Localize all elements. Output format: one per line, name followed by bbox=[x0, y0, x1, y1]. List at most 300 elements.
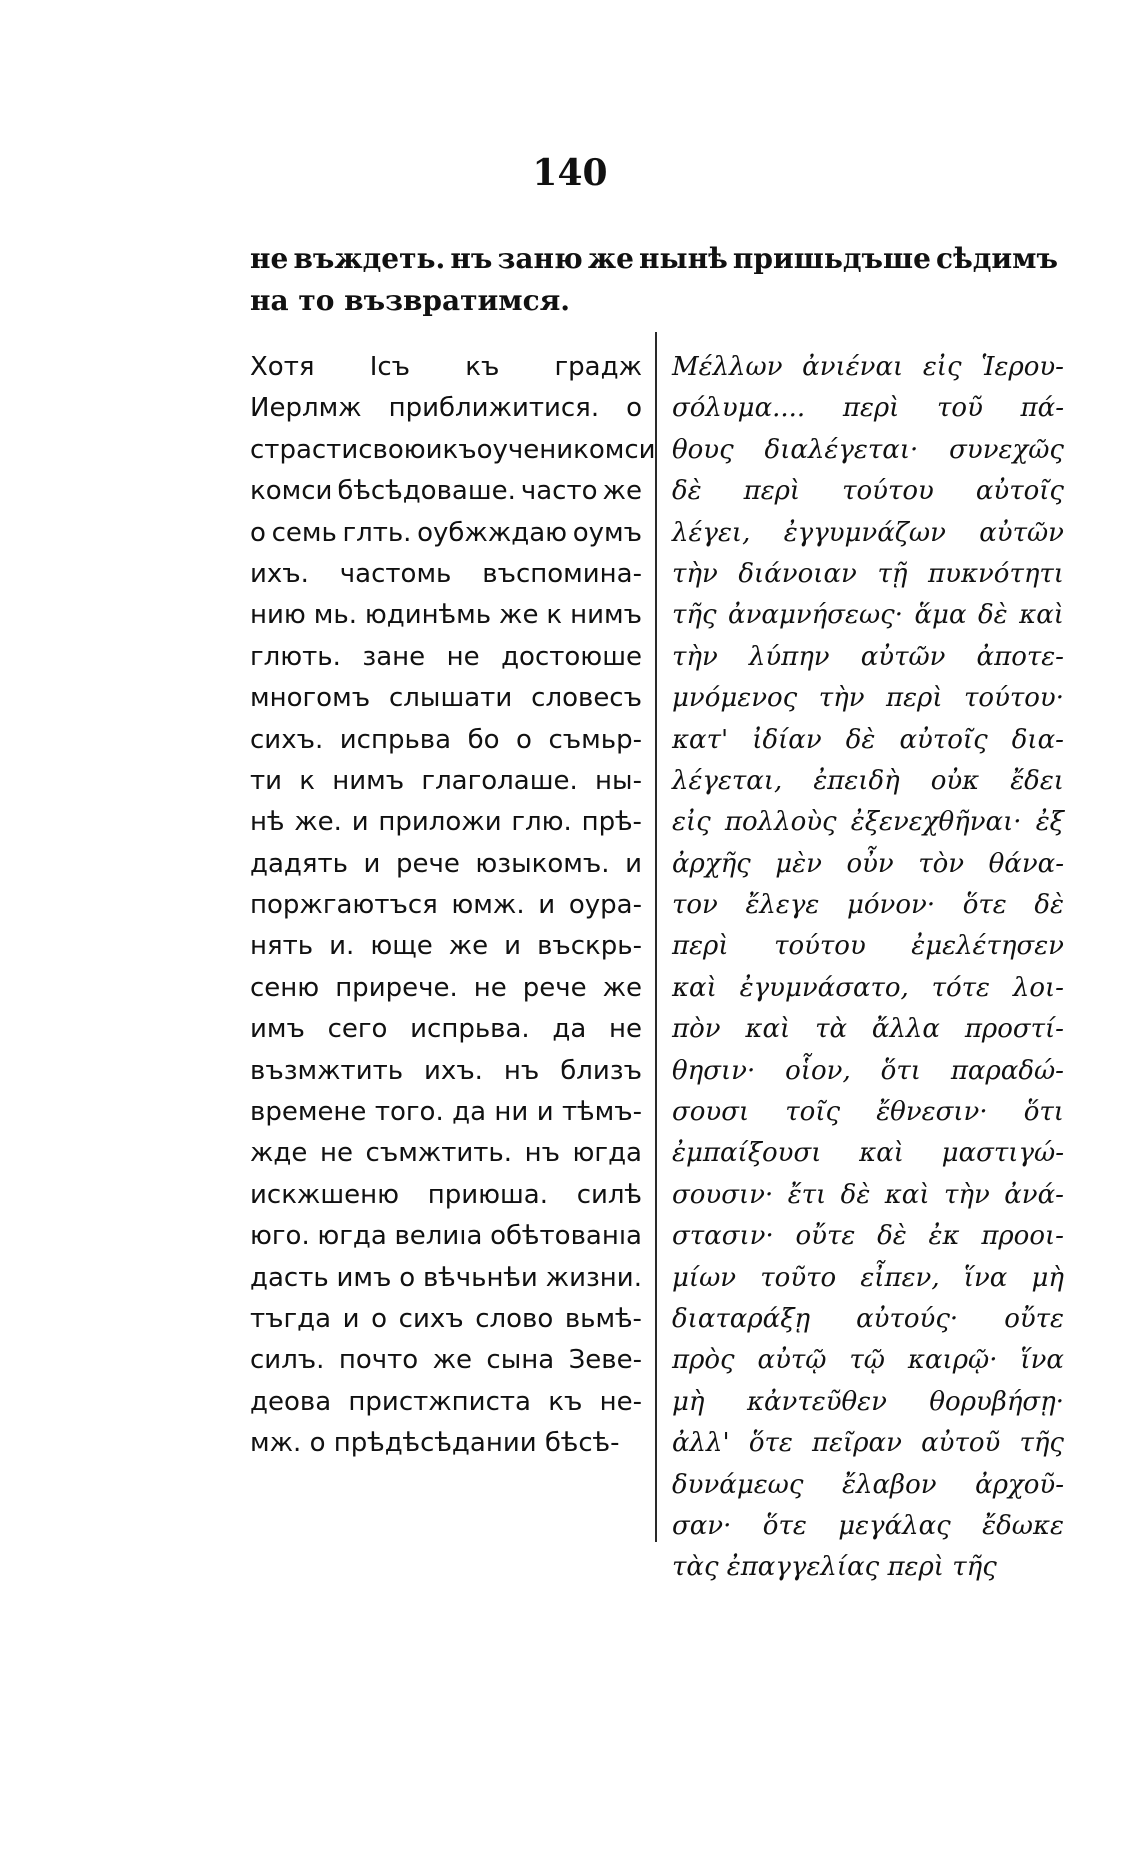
slavonic-text-line bbox=[250, 637, 642, 678]
word: τὸν bbox=[918, 848, 965, 879]
word: сихъ. bbox=[250, 724, 324, 755]
word: τοῦ bbox=[937, 393, 983, 424]
word: того. bbox=[374, 1097, 444, 1128]
word: градж bbox=[554, 352, 642, 382]
greek-text-line bbox=[672, 513, 1064, 554]
word: словесъ bbox=[531, 683, 642, 714]
word: къ bbox=[548, 1386, 583, 1417]
greek-text-line bbox=[672, 1340, 1064, 1381]
word: приближитися. bbox=[388, 393, 600, 424]
greek-text-line bbox=[672, 554, 1064, 595]
word: εἶπεν, bbox=[860, 1262, 940, 1293]
word: κἀντεῦθεν bbox=[746, 1386, 887, 1417]
word: силъ. bbox=[250, 1345, 325, 1376]
word: не bbox=[446, 641, 480, 672]
word: ἔδωκε bbox=[982, 1510, 1064, 1541]
slavonic-text-line bbox=[250, 885, 642, 926]
word: о bbox=[371, 1303, 388, 1334]
word: εἰς bbox=[922, 352, 962, 382]
word: δια- bbox=[1011, 724, 1064, 755]
greek-text-line bbox=[672, 802, 1064, 843]
slavonic-text-line bbox=[250, 388, 642, 429]
word: достоюше bbox=[501, 641, 642, 672]
slavonic-text-line bbox=[250, 1258, 642, 1299]
word: ὅτι bbox=[880, 1055, 921, 1086]
slavonic-text-line bbox=[250, 844, 642, 885]
greek-text-line bbox=[672, 1382, 1064, 1423]
word: глють. bbox=[250, 641, 341, 672]
word: испрьва. bbox=[410, 1014, 530, 1045]
slavonic-text-line bbox=[250, 1092, 642, 1133]
word: да bbox=[552, 1014, 587, 1045]
word: μὴ bbox=[1031, 1262, 1064, 1293]
slavonic-text-line bbox=[250, 595, 642, 636]
word: περὶ bbox=[672, 931, 729, 962]
word: λέγει, bbox=[672, 517, 751, 548]
word: вьмѣ- bbox=[564, 1303, 642, 1334]
word: Зеве- bbox=[568, 1345, 642, 1376]
greek-text-line bbox=[672, 430, 1064, 471]
word: оура- bbox=[568, 890, 642, 921]
word: приложи bbox=[378, 807, 502, 838]
word: поржгаютъся bbox=[250, 890, 438, 921]
word: же. bbox=[294, 807, 342, 838]
word: же bbox=[448, 931, 489, 962]
slavonic-text-line bbox=[250, 761, 642, 802]
word: юго. bbox=[250, 1221, 310, 1252]
word: αὐτοῦ bbox=[921, 1428, 1001, 1459]
word: оубжждаю bbox=[417, 517, 568, 548]
word: ἐμπαίξουσι bbox=[672, 1138, 822, 1169]
word: ἀποτε- bbox=[976, 641, 1064, 672]
word: пристжписта bbox=[348, 1386, 531, 1417]
word: καὶ bbox=[859, 1138, 904, 1169]
word: глаголаше. bbox=[421, 765, 578, 796]
word: δὲ bbox=[877, 1221, 907, 1252]
word: заню bbox=[497, 242, 583, 275]
greek-text-line bbox=[672, 844, 1064, 885]
word: Ісъ bbox=[369, 352, 411, 382]
word: и. bbox=[329, 931, 355, 962]
word: дасть bbox=[250, 1262, 329, 1293]
greek-text-line bbox=[672, 471, 1064, 512]
word: искжшеню bbox=[250, 1179, 399, 1210]
word: Хотя bbox=[250, 352, 315, 382]
word: о bbox=[626, 393, 642, 424]
slavonic-text-line: мж. о прѣдѣсѣдании бѣсѣ- bbox=[250, 1428, 620, 1459]
word: πολλοὺς bbox=[724, 807, 837, 838]
word: μαστιγώ- bbox=[941, 1138, 1064, 1169]
word: югда bbox=[572, 1138, 642, 1169]
word: въспомина- bbox=[482, 558, 642, 589]
word: καὶ bbox=[672, 972, 717, 1003]
word: ἀλλ' bbox=[672, 1428, 730, 1459]
word: διαταράξῃ bbox=[672, 1303, 811, 1334]
word: же bbox=[602, 476, 642, 507]
greek-text-line bbox=[672, 678, 1064, 719]
word: τούτου bbox=[842, 476, 934, 507]
word: ἐμελέτησεν bbox=[911, 931, 1064, 962]
greek-column bbox=[672, 347, 1064, 1589]
word: μὲν bbox=[775, 848, 822, 879]
word: мь. bbox=[313, 600, 357, 631]
word: καὶ bbox=[884, 1179, 930, 1210]
word: комси bbox=[250, 476, 333, 507]
slavonic-text-line bbox=[250, 802, 642, 843]
word: τούτου· bbox=[964, 683, 1064, 714]
greek-text-line bbox=[672, 1258, 1064, 1299]
greek-text-line bbox=[672, 1175, 1064, 1216]
word: глю. bbox=[511, 807, 572, 838]
word: да bbox=[452, 1097, 487, 1128]
word: σουσιν· bbox=[672, 1179, 774, 1210]
word: ны- bbox=[595, 765, 642, 796]
greek-text-line bbox=[672, 926, 1064, 967]
greek-text-line bbox=[672, 595, 1064, 636]
word: οὐκ bbox=[930, 765, 980, 796]
word: приюша. bbox=[427, 1179, 548, 1210]
word: τότε bbox=[931, 972, 991, 1003]
word: πυκνότητι bbox=[928, 558, 1064, 589]
word: συνεχῶς bbox=[949, 434, 1064, 465]
word: τὴν bbox=[672, 558, 718, 589]
word: καιρῷ· bbox=[907, 1345, 998, 1376]
word: οὖν bbox=[846, 848, 894, 879]
word: и bbox=[536, 1097, 554, 1128]
word: нъ bbox=[503, 1055, 540, 1086]
word: тъгда bbox=[250, 1303, 332, 1334]
word: о bbox=[250, 517, 266, 548]
word: испрьва bbox=[339, 724, 452, 755]
word: τὴν bbox=[672, 641, 718, 672]
word: ἐπειδὴ bbox=[813, 765, 900, 796]
word: δὲ bbox=[845, 724, 876, 755]
word: слышати bbox=[389, 683, 513, 714]
intro-paragraph bbox=[250, 238, 1058, 322]
word: πρὸς bbox=[672, 1345, 735, 1376]
greek-text-line: τὰς ἐπαγγελίας περὶ τῆς bbox=[672, 1552, 997, 1583]
slavonic-text-line bbox=[250, 1051, 642, 1092]
word: ἀνιέναι bbox=[802, 352, 904, 382]
word: ὅτε bbox=[962, 890, 1007, 921]
word: семь bbox=[271, 517, 337, 548]
word: ἄλλα bbox=[871, 1014, 940, 1045]
greek-text-line bbox=[672, 1423, 1064, 1464]
word: о bbox=[399, 1262, 416, 1293]
greek-text-line bbox=[672, 1506, 1064, 1547]
word: обѣтованıа bbox=[490, 1221, 642, 1252]
word: αὐτῶν bbox=[979, 517, 1064, 548]
word: τούτου bbox=[774, 931, 866, 962]
word: διάνοιαν bbox=[738, 558, 857, 589]
word: нъ bbox=[450, 242, 493, 275]
word: πεῖραν bbox=[812, 1428, 902, 1459]
word: ἐγυμνάσατο, bbox=[739, 972, 909, 1003]
word: δὲ bbox=[672, 476, 702, 507]
word: αὐτοῖς bbox=[899, 724, 988, 755]
word: μὴ bbox=[672, 1386, 705, 1417]
word: περὶ bbox=[842, 393, 900, 424]
word: дадять bbox=[250, 848, 348, 879]
word: зане bbox=[362, 641, 426, 672]
greek-text-line bbox=[672, 1051, 1064, 1092]
word: περὶ bbox=[743, 476, 801, 507]
word: Μέλλων bbox=[672, 352, 783, 382]
word: ὅτε bbox=[762, 1510, 807, 1541]
greek-text-line bbox=[672, 761, 1064, 802]
word: многомъ bbox=[250, 683, 371, 714]
word: αὐτούς· bbox=[856, 1303, 959, 1334]
greek-text-line bbox=[672, 637, 1064, 678]
word: σόλυμα.... bbox=[672, 393, 806, 424]
page-number: 140 bbox=[532, 152, 608, 194]
word: велиıа bbox=[394, 1221, 483, 1252]
slavonic-text-line bbox=[250, 430, 656, 471]
word: τῇ bbox=[877, 558, 908, 589]
word: λοι- bbox=[1012, 972, 1064, 1003]
word: ихъ. bbox=[250, 558, 309, 589]
word: жизни. bbox=[545, 1262, 642, 1293]
word: нимъ bbox=[332, 765, 405, 796]
word: сына bbox=[486, 1345, 555, 1376]
greek-text-line bbox=[672, 1465, 1064, 1506]
word: μίων bbox=[672, 1262, 737, 1293]
word: αὐτῶν bbox=[860, 641, 946, 672]
word: сеню bbox=[250, 972, 320, 1003]
word: о bbox=[516, 724, 532, 755]
greek-text-line bbox=[672, 1009, 1064, 1050]
column-divider bbox=[655, 332, 657, 1542]
word: ὅτι bbox=[1023, 1097, 1064, 1128]
word: нять bbox=[250, 931, 314, 962]
word: θους bbox=[672, 434, 734, 465]
word: же bbox=[602, 972, 642, 1003]
intro-line-1 bbox=[250, 238, 1058, 280]
greek-text-line bbox=[672, 1299, 1064, 1340]
word: σαν· bbox=[672, 1510, 732, 1541]
greek-text-line bbox=[672, 1092, 1064, 1133]
slavonic-text-line bbox=[250, 1382, 642, 1423]
word: προστί- bbox=[964, 1014, 1064, 1045]
word: ἔλαβον bbox=[842, 1469, 937, 1500]
word: ἐξενεχθῆναι· bbox=[850, 807, 1022, 838]
word: своюи bbox=[358, 434, 443, 465]
word: силѣ bbox=[576, 1179, 642, 1210]
greek-text-line bbox=[672, 1216, 1064, 1257]
intro-line-2: на то възвратимся. bbox=[250, 284, 571, 317]
word: прѣ- bbox=[581, 807, 642, 838]
word: и bbox=[504, 931, 522, 962]
word: и bbox=[351, 807, 369, 838]
word: θησιν· bbox=[672, 1055, 756, 1086]
word: ἐξ bbox=[1035, 807, 1064, 838]
slavonic-text-line bbox=[250, 554, 642, 595]
word: имъ bbox=[336, 1262, 392, 1293]
word: же bbox=[587, 242, 634, 275]
slavonic-text-line bbox=[250, 678, 642, 719]
word: δὲ bbox=[1034, 890, 1064, 921]
greek-text-line bbox=[672, 388, 1064, 429]
word: ἀρχοῦ- bbox=[975, 1469, 1064, 1500]
word: ихъ. bbox=[424, 1055, 483, 1086]
word: τῆς bbox=[672, 600, 717, 631]
slavonic-text-line bbox=[250, 968, 642, 1009]
word: не bbox=[473, 972, 507, 1003]
word: нию bbox=[250, 600, 306, 631]
word: διαλέγεται· bbox=[764, 434, 919, 465]
slavonic-text-line bbox=[250, 720, 642, 761]
word: глть. bbox=[342, 517, 412, 548]
word: не bbox=[608, 1014, 642, 1045]
word: вѣчьнѣи bbox=[422, 1262, 538, 1293]
word: нимъ bbox=[570, 600, 642, 631]
word: τῆς bbox=[1019, 1428, 1064, 1459]
word: сего bbox=[327, 1014, 388, 1045]
word: θορυβήσῃ· bbox=[929, 1386, 1064, 1417]
word: ἵνα bbox=[1020, 1345, 1064, 1376]
word: οὔτε bbox=[795, 1221, 856, 1252]
word: παραδώ- bbox=[950, 1055, 1064, 1086]
word: δυνάμεως bbox=[672, 1469, 804, 1500]
slavonic-text-line bbox=[250, 1009, 642, 1050]
word: и bbox=[342, 1303, 360, 1334]
word: στασιν· bbox=[672, 1221, 774, 1252]
word: слово bbox=[475, 1303, 554, 1334]
word: пришьдъше bbox=[732, 242, 931, 275]
word: ἅμα bbox=[914, 600, 967, 631]
word: πὸν bbox=[672, 1014, 721, 1045]
word: καὶ bbox=[745, 1014, 791, 1045]
word: πά- bbox=[1020, 393, 1064, 424]
word: εἰς bbox=[672, 807, 711, 838]
word: θάνα- bbox=[988, 848, 1064, 879]
word: καὶ bbox=[1019, 600, 1064, 631]
word: жде bbox=[250, 1138, 308, 1169]
church-slavonic-column bbox=[250, 347, 656, 1465]
word: ἐγγυμνάζων bbox=[783, 517, 946, 548]
word: λέγεται, bbox=[672, 765, 783, 796]
greek-text-line bbox=[672, 1133, 1064, 1174]
word: προοι- bbox=[981, 1221, 1064, 1252]
slavonic-text-line bbox=[250, 347, 642, 388]
word: же bbox=[432, 1345, 473, 1376]
slavonic-text-line bbox=[250, 1340, 642, 1381]
word: юще bbox=[370, 931, 433, 962]
word: Ἱερου- bbox=[981, 352, 1064, 382]
word: времене bbox=[250, 1097, 367, 1128]
word: и bbox=[538, 890, 556, 921]
word: нынѣ bbox=[639, 242, 728, 275]
slavonic-text-line bbox=[250, 926, 642, 967]
greek-text-line bbox=[672, 968, 1064, 1009]
word: юдинѣмь bbox=[364, 600, 492, 631]
word: въждеть. bbox=[293, 242, 446, 275]
greek-text-line bbox=[672, 720, 1064, 761]
word: δὲ bbox=[978, 600, 1008, 631]
word: въскрь- bbox=[537, 931, 642, 962]
word: к bbox=[299, 765, 316, 796]
word: αὐτῷ bbox=[757, 1345, 827, 1376]
word: τον bbox=[672, 890, 718, 921]
word: имъ bbox=[250, 1014, 305, 1045]
word: деова bbox=[250, 1386, 332, 1417]
word: и bbox=[363, 848, 381, 879]
word: τὴν bbox=[818, 683, 865, 714]
word: прирече. bbox=[335, 972, 458, 1003]
word: δὲ bbox=[840, 1179, 871, 1210]
word: бо bbox=[467, 724, 500, 755]
slavonic-text-line bbox=[250, 471, 642, 512]
word: αὐτοῖς bbox=[975, 476, 1064, 507]
word: τοῦτο bbox=[760, 1262, 837, 1293]
slavonic-text-line bbox=[250, 1216, 642, 1257]
slavonic-text-line bbox=[250, 1133, 642, 1174]
word: μνόμενος bbox=[672, 683, 798, 714]
word: к bbox=[546, 600, 563, 631]
slavonic-text-line bbox=[250, 513, 642, 554]
word: ни bbox=[494, 1097, 529, 1128]
word: съмьр- bbox=[548, 724, 642, 755]
word: τῷ bbox=[849, 1345, 885, 1376]
word: ἀνά- bbox=[1004, 1179, 1064, 1210]
word: бѣсѣдоваше. bbox=[337, 476, 516, 507]
word: μεγάλας bbox=[838, 1510, 951, 1541]
word: ти bbox=[250, 765, 283, 796]
word: ὅτε bbox=[748, 1428, 793, 1459]
word: рече bbox=[396, 848, 460, 879]
word: κατ' bbox=[672, 724, 729, 755]
word: ἐκ bbox=[928, 1221, 960, 1252]
word: μόνον· bbox=[847, 890, 936, 921]
word: нъ bbox=[524, 1138, 560, 1169]
word: σουσι bbox=[672, 1097, 750, 1128]
word: нѣ bbox=[250, 807, 285, 838]
word: τὰ bbox=[815, 1014, 848, 1045]
word: къ bbox=[465, 352, 500, 382]
word: югда bbox=[317, 1221, 387, 1252]
word: тѣмъ- bbox=[562, 1097, 642, 1128]
word: ἰδίαν bbox=[752, 724, 822, 755]
word: ἵνα bbox=[963, 1262, 1008, 1293]
word: не bbox=[319, 1138, 353, 1169]
word: юмж. bbox=[451, 890, 525, 921]
word: οἷον, bbox=[785, 1055, 851, 1086]
word: сѣдимъ bbox=[936, 242, 1058, 275]
word: сихъ bbox=[398, 1303, 464, 1334]
word: ἔτι bbox=[787, 1179, 827, 1210]
word: ἔδει bbox=[1010, 765, 1064, 796]
word: τοῖς bbox=[785, 1097, 841, 1128]
word: Иерлмж bbox=[250, 393, 362, 424]
slavonic-text-line bbox=[250, 1175, 642, 1216]
word: възмжтить bbox=[250, 1055, 404, 1086]
word: къ bbox=[442, 434, 477, 465]
word: же bbox=[499, 600, 539, 631]
greek-text-line bbox=[672, 885, 1064, 926]
word: ἀρχῆς bbox=[672, 848, 751, 879]
word: рече bbox=[522, 972, 587, 1003]
word: частомь bbox=[339, 558, 452, 589]
word: περὶ bbox=[886, 683, 943, 714]
word: почто bbox=[338, 1345, 419, 1376]
word: τὴν bbox=[944, 1179, 990, 1210]
word: ἀναμνήσεως· bbox=[728, 600, 903, 631]
word: ἔθνεσιν· bbox=[876, 1097, 988, 1128]
word: и bbox=[625, 848, 642, 879]
word: близъ bbox=[560, 1055, 642, 1086]
word: съмжтить. bbox=[365, 1138, 513, 1169]
word: юзыкомъ. bbox=[475, 848, 610, 879]
